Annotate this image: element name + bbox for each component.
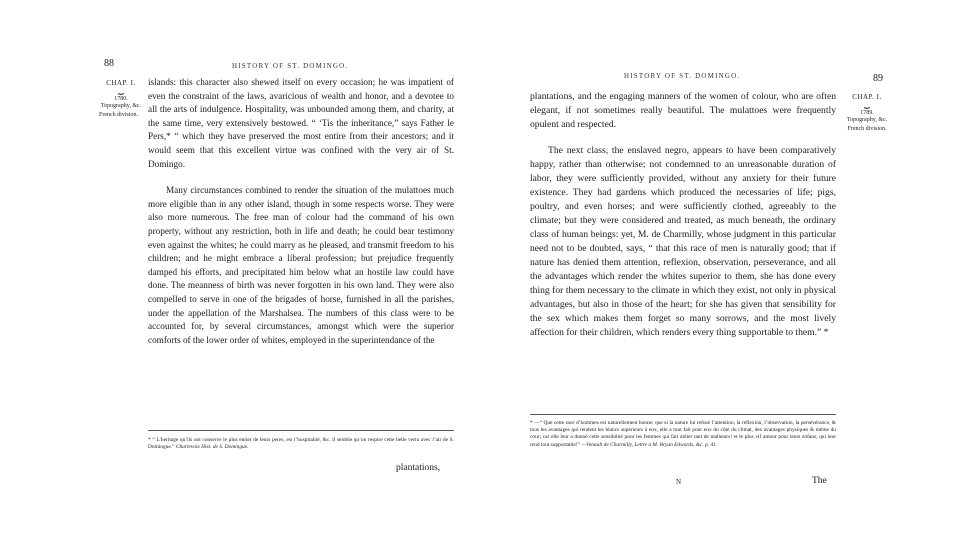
footnote-text: * —“ Que cette race d’hommes est naturellement bonne; que si la nature lui refusé l’attention, la réflexion, l’observation, la persévérance, & tous les avantages qui rendent les blancs supérieurs à eux, elle a tout fait pour eux du côté du climat, des avantages physiques & même du cour; car elle leur a donné cette sensibilité pour les femmes qui fait ublier tant de malheurs! et le plus vif amour pour leurs enfans, qui leur rend tout supportable!” [530,420,836,448]
footnote-citation: —Venault de Charmilly, Lettre à M. Bryan Edwards, &c. p. 41. [581,441,718,448]
page-number: 88 [104,58,114,69]
footnote [530,420,836,449]
margin-year: 1789. [860,110,874,116]
footnote-rule [530,414,836,415]
footnote-text: * “ L’heritage qu’ils ont conserve le plus entier de leurs peres, est l’hospitalité, &c. il semble qu’on respire cette belle vertu avec l’air de S. Domingue.” [148,437,454,451]
margin-year: 1780. [114,96,128,102]
footnote-rule [148,430,454,431]
catchword: The [812,476,827,486]
footnote [148,437,454,451]
page-number: 89 [873,73,883,84]
footnote-citation: Charlevoix Hist. de S. Domingue. [175,444,249,451]
brace-icon: ⏟ [864,98,870,109]
paragraph: The next class, the enslaved negro, appears to have been comparatively happy, rather than otherwise; not condemned to an unreasonable duration of labor, they were sufficiently provided, without any anxiety for their future existence. They had gardens which produced the necessaries of life; pigs, poultry, and even horses; and were sufficiently clothed, agreeably to the climate; but they were considered and treated, as much beneath, the ordinary class of human beings: yet, M. de Charmilly, whose judgment in this particular need not to be doubted, says, “ that this race of men is naturally good; that if nature has denied them attention, reflexion, observation, perseverance, and all the advantages which render the whites superior to them, she has done every thing for them necessary to the climate in which they exist, not only in physical advantages, but also in those of the heart; for she has given that sensibility for the sex which makes them forget so many sorrows, and the most lively affection for their children, which renders every thing supportable to them.” * [530,145,836,338]
running-head: HISTORY OF ST. DOMINGO. [624,72,741,80]
chapter-label: CHAP. I. [852,93,882,101]
margin-topic: Topography, &c. [100,103,142,109]
paragraph: Many circumstances combined to render the situation of the mulattoes much more eligible than in any other island, though in some respects worse. They were also more numerous. The free man of colour had the command of his own property, without any restriction, both in life and death; he could bear testimony even against the whites; he could marry as he pleased, and transmit freedom to his children; and he might embrace a liberal profession; but prejudice frequently damped his efforts, and precipitated him below what an hostile law could have done. The meanness of birth was never forgotten in his own land. They were also compelled to serve in one of the brigades of horse, furnished in all the parishes, under the appellation of the Marshalsea. The numbers of this class were to be accounted for, by several circumstances, amongst which were the superior comforts of the lower order of whites, employed in the superintendance of the [148,185,454,345]
chapter-label: CHAP. I. [106,79,136,87]
running-head: HISTORY OF ST. DOMINGO. [232,62,349,70]
body-text [530,90,836,340]
paragraph: islands: this character also shewed itself on every occasion; he was impatient of even the constraint of the laws, avaricious of wealth and honor, and a devotee to all the arts of indulgence. Hospitality, was unbounded among them, and charity, at the same time, very extensively bestowed. “ ‘Tis the inheritance,” says Father le Pers,* “ which they have preserved the most entire from their ancestors; and it would seem that this excellent virtue was confined with the very air of St. Domingo. [148,77,454,169]
body-text [148,76,454,347]
signature-mark: N [676,478,682,486]
margin-note [99,80,143,119]
catchword: plantations, [396,463,441,473]
margin-subtopic: French division. [99,112,138,118]
paragraph: plantations, and the engaging manners of the women of colour, who are often elegant, if not sometimes really beautiful. The mulattoes were frequently opulent and respected. [530,91,836,130]
margin-topic: Topography, &c. [846,117,888,123]
right-page [490,0,980,556]
brace-icon: ⏟ [118,84,124,95]
margin-note [842,94,892,133]
margin-subtopic: French division. [847,126,887,132]
